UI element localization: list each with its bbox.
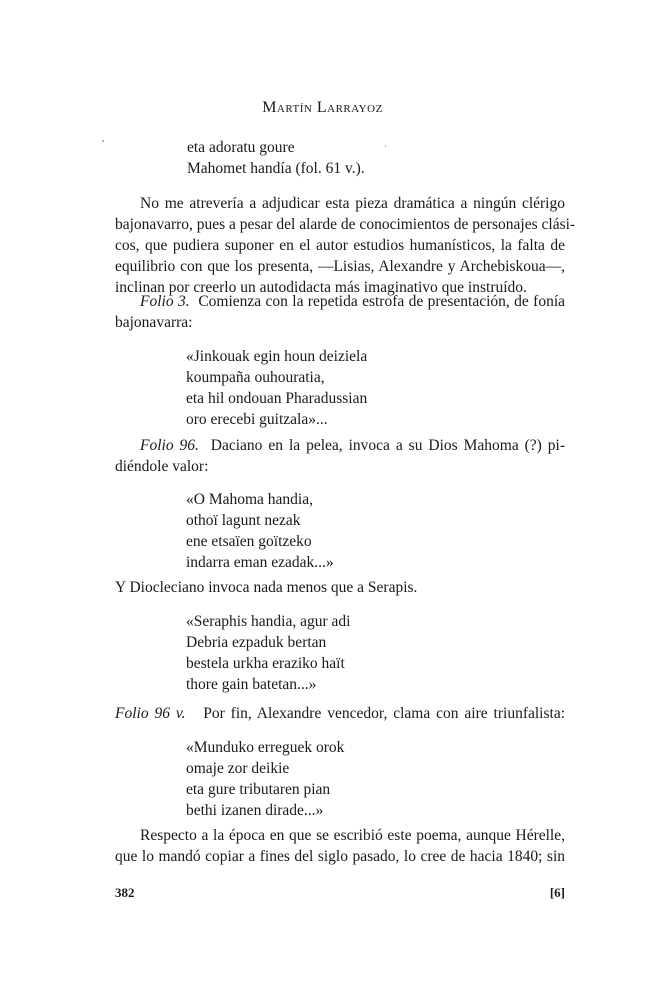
- diocleciano-paragraph: [115, 577, 565, 598]
- paragraph-line: No me atrevería a adjudicar esta pieza dramática a ningún clérigo: [140, 195, 565, 212]
- stray-dot-mark: [102, 140, 104, 142]
- paragraph-line: Y Diocleciano invoca nada menos que a Serapis.: [115, 579, 418, 596]
- folio-96v-paragraph: [115, 703, 565, 724]
- paragraph-last: [115, 825, 565, 867]
- verse-line: «Munduko erreguek orok: [186, 739, 345, 756]
- paragraph-line: Respecto a la época en que se escribió este poema, aunque Hérelle,: [140, 827, 565, 844]
- verse-block-3: [186, 611, 350, 695]
- verse-line: eta hil ondouan Pharadussian: [186, 390, 368, 407]
- verse-top: [187, 137, 365, 179]
- verse-line: «Seraphis handia, agur adi: [186, 613, 351, 630]
- verse-line: «O Mahoma handia,: [186, 491, 313, 508]
- verse-line: koumpaña ouhouratia,: [186, 369, 325, 386]
- verse-line: oro erecebi guitzala»...: [186, 411, 328, 428]
- verse-line: indarra eman ezadak...»: [186, 554, 334, 571]
- paragraph-line: que lo mandó copiar a fines del siglo pasado, lo cree de hacia 1840; sin: [115, 848, 565, 865]
- verse-line: omaje zor deikie: [186, 760, 290, 777]
- verse-line: eta adoratu goure: [187, 139, 295, 156]
- paragraph-line: equilibrio con que los presenta, —Lisias, Alexandre y Archebiskoua—,: [115, 258, 565, 275]
- paragraph-line: inclinan por creerlo un autodidacta más imaginativo que instruído.: [115, 279, 527, 296]
- folio-3-paragraph: [115, 291, 565, 333]
- verse-block-2: [186, 489, 334, 573]
- paragraph-line: Por fin, Alexandre vencedor, clama con aire triunfalista:: [203, 705, 565, 722]
- verse-line: bethi izanen dirade...»: [186, 802, 324, 819]
- verse-line: ene etsaïen goïtzeko: [186, 533, 312, 550]
- stray-tick-mark: [385, 145, 386, 147]
- paragraph-line: Daciano en la pelea, invoca a su Dios Mahoma (?) pi-: [210, 437, 565, 454]
- folio-label: Folio 96 v.: [115, 705, 186, 722]
- running-head: Martín Larrayoz: [262, 99, 383, 116]
- section-number: [6]: [549, 885, 565, 900]
- verse-line: othoï lagunt nezak: [186, 512, 301, 529]
- verse-line: «Jinkouak egin houn deiziela: [186, 348, 368, 365]
- paragraph-line: cos, que pudiera suponer en el autor estudios humanísticos, la falta de: [115, 237, 565, 254]
- folio-label: Folio 96.: [140, 437, 199, 454]
- paragraph-line: diéndole valor:: [115, 458, 209, 475]
- verse-line: eta gure tributaren pian: [186, 781, 331, 798]
- paragraph-1: [115, 193, 576, 298]
- paragraph-line: bajonavarra:: [115, 314, 193, 331]
- verse-block-1: [186, 346, 367, 430]
- folio-96-paragraph: [115, 435, 565, 477]
- verse-line: Mahomet handía (fol. 61 v.).: [187, 160, 365, 177]
- verse-line: thore gain batetan...»: [186, 676, 317, 693]
- folio-label: Folio 3.: [140, 293, 190, 310]
- paragraph-line: Comienza con la repetida estrofa de presentación, de fonía: [198, 293, 566, 310]
- verse-line: bestela urkha eraziko haït: [186, 655, 345, 672]
- verse-block-4: [186, 737, 344, 821]
- paragraph-line: bajonavarro, pues a pesar del alarde de conocimientos de personajes clási-: [115, 216, 576, 233]
- page-number: 382: [115, 885, 135, 900]
- verse-line: Debria ezpaduk bertan: [186, 634, 327, 651]
